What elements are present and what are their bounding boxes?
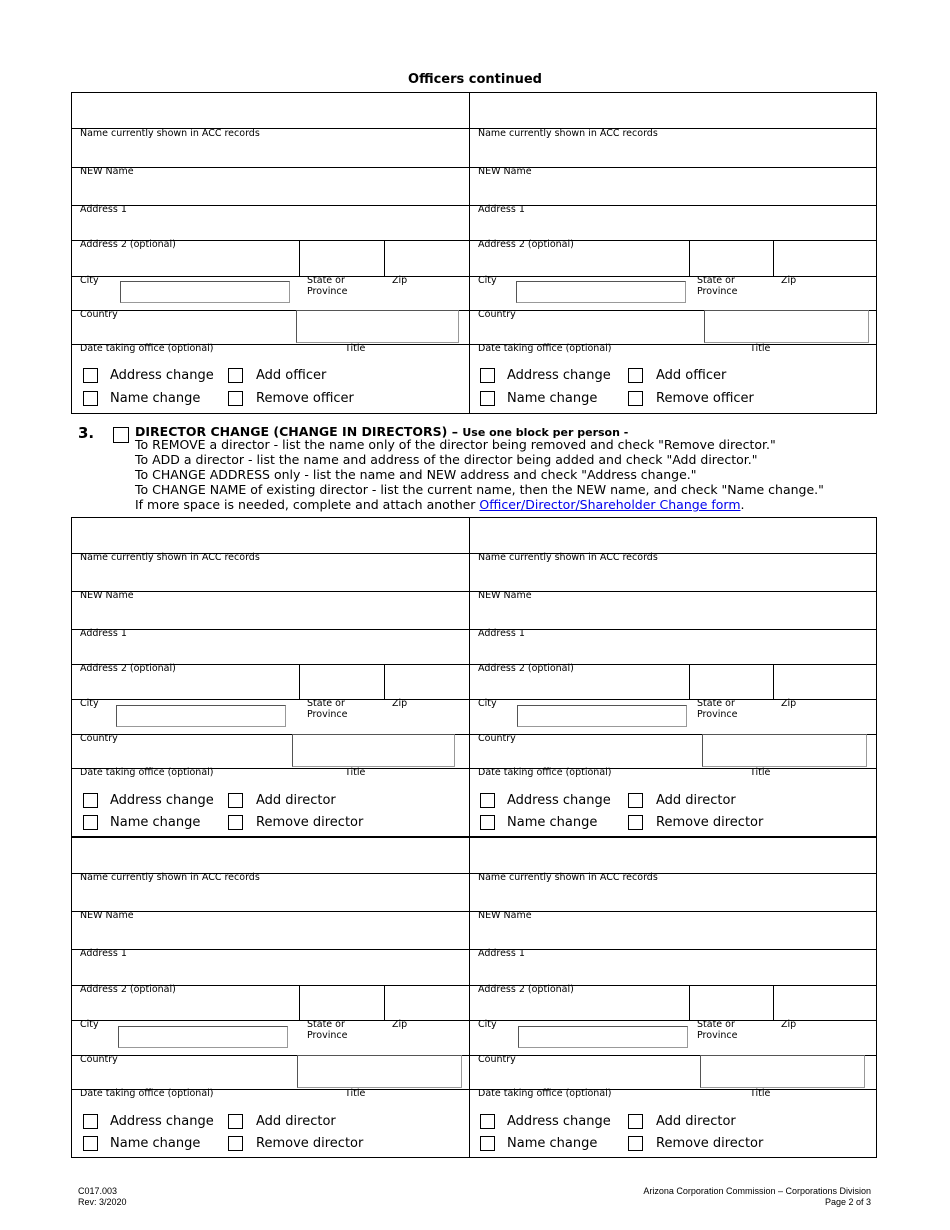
name-change-checkbox[interactable] — [83, 815, 98, 830]
country-input[interactable] — [296, 310, 459, 343]
remove-director-checkbox[interactable] — [228, 815, 243, 830]
country-input[interactable] — [297, 1055, 462, 1088]
page-number: Page 2 of 3 — [824, 1197, 871, 1207]
city-label: City — [80, 275, 99, 286]
state-label: Province — [307, 1030, 348, 1041]
name-change-checkbox[interactable] — [480, 815, 495, 830]
title-label: Title — [750, 767, 771, 778]
zip-label: Zip — [392, 275, 408, 286]
page-title: Officers continued — [408, 72, 542, 87]
new-name-label: NEW Name — [478, 166, 532, 177]
country-input[interactable] — [292, 734, 455, 767]
country-label: Country — [80, 1054, 118, 1065]
address2-label: Address 2 (optional) — [80, 663, 176, 674]
remove-director-label: Remove director — [256, 815, 364, 830]
name-change-checkbox[interactable] — [83, 391, 98, 406]
country-label: Country — [80, 309, 118, 320]
city-label: City — [80, 698, 99, 709]
row-divider — [72, 629, 876, 630]
address-change-checkbox[interactable] — [83, 368, 98, 383]
add-officer-label: Add officer — [256, 368, 327, 383]
country-input[interactable] — [702, 734, 867, 767]
name-change-checkbox[interactable] — [480, 391, 495, 406]
cell-divider — [299, 664, 300, 699]
country-label: Country — [478, 733, 516, 744]
zip-label: Zip — [392, 1019, 408, 1030]
country-input[interactable] — [704, 310, 869, 343]
address1-label: Address 1 — [478, 204, 525, 215]
current-name-label: Name currently shown in ACC records — [80, 872, 260, 883]
address-change-checkbox[interactable] — [480, 793, 495, 808]
date-office-label: Date taking office (optional) — [80, 343, 214, 354]
date-office-label: Date taking office (optional) — [478, 343, 612, 354]
row-divider — [72, 1020, 876, 1021]
cell-divider — [384, 985, 385, 1020]
city-label: City — [478, 275, 497, 286]
add-director-label: Add director — [656, 1114, 736, 1129]
address1-label: Address 1 — [80, 204, 127, 215]
change-form-link[interactable]: Officer/Director/Shareholder Change form — [479, 497, 741, 512]
zip-label: Zip — [781, 1019, 797, 1030]
column-divider — [469, 93, 470, 413]
city-input[interactable] — [116, 705, 286, 727]
remove-officer-label: Remove officer — [656, 391, 754, 406]
form-code: C017.003 — [78, 1186, 118, 1196]
add-director-label: Add director — [656, 793, 736, 808]
country-label: Country — [478, 1054, 516, 1065]
city-label: City — [478, 1019, 497, 1030]
cell-divider — [299, 240, 300, 276]
current-name-label: Name currently shown in ACC records — [80, 128, 260, 139]
address1-label: Address 1 — [80, 628, 127, 639]
address-change-checkbox[interactable] — [83, 1114, 98, 1129]
zip-label: Zip — [392, 698, 408, 709]
remove-officer-label: Remove officer — [256, 391, 354, 406]
cell-divider — [689, 664, 690, 699]
address-change-label: Address change — [110, 1114, 214, 1129]
row-divider — [72, 167, 876, 168]
add-officer-checkbox[interactable] — [228, 368, 243, 383]
add-director-checkbox[interactable] — [628, 1114, 643, 1129]
address-change-label: Address change — [507, 793, 611, 808]
instruction-line: To REMOVE a director - list the name only of the director being removed and check "Remove director." — [135, 437, 776, 452]
row-divider — [72, 664, 876, 665]
add-director-checkbox[interactable] — [228, 793, 243, 808]
address-change-checkbox[interactable] — [480, 1114, 495, 1129]
address1-label: Address 1 — [80, 948, 127, 959]
add-director-label: Add director — [256, 1114, 336, 1129]
address2-label: Address 2 (optional) — [478, 663, 574, 674]
more-space-text: If more space is needed, complete and attach another — [135, 497, 480, 512]
address-change-checkbox[interactable] — [83, 793, 98, 808]
row-divider — [72, 911, 876, 912]
add-officer-label: Add officer — [656, 368, 727, 383]
address1-label: Address 1 — [478, 628, 525, 639]
name-change-label: Name change — [507, 815, 598, 830]
officers-table — [71, 92, 877, 414]
country-label: Country — [80, 733, 118, 744]
address2-label: Address 2 (optional) — [80, 984, 176, 995]
city-input[interactable] — [120, 281, 290, 303]
row-divider — [72, 985, 876, 986]
new-name-label: NEW Name — [80, 166, 134, 177]
remove-director-label: Remove director — [256, 1136, 364, 1151]
cell-divider — [299, 985, 300, 1020]
more-space-suffix: . — [740, 497, 745, 512]
add-director-checkbox[interactable] — [228, 1114, 243, 1129]
state-label: State or — [307, 275, 345, 286]
cell-divider — [384, 240, 385, 276]
title-label: Title — [345, 343, 366, 354]
row-divider — [72, 699, 876, 700]
state-label: Province — [697, 1030, 738, 1041]
instruction-line: To ADD a director - list the name and address of the director being added and check "Add director." — [135, 452, 758, 467]
state-label: State or — [697, 275, 735, 286]
state-label: Province — [307, 286, 348, 297]
title-label: Title — [345, 1088, 366, 1099]
address-change-checkbox[interactable] — [480, 368, 495, 383]
state-label: Province — [697, 709, 738, 720]
directors-table — [71, 517, 877, 1158]
add-director-label: Add director — [256, 793, 336, 808]
current-name-label: Name currently shown in ACC records — [80, 552, 260, 563]
section-subheading: Use one block per person - — [462, 426, 629, 439]
name-change-checkbox[interactable] — [480, 1136, 495, 1151]
remove-director-label: Remove director — [656, 815, 764, 830]
zip-label: Zip — [781, 698, 797, 709]
remove-director-checkbox[interactable] — [628, 1136, 643, 1151]
date-office-label: Date taking office (optional) — [478, 767, 612, 778]
row-divider — [72, 276, 876, 277]
current-name-label: Name currently shown in ACC records — [478, 872, 658, 883]
add-officer-checkbox[interactable] — [628, 368, 643, 383]
title-label: Title — [750, 1088, 771, 1099]
instruction-line: To CHANGE NAME of existing director - list the current name, then the NEW name, and check "Name change." — [135, 482, 824, 497]
city-label: City — [478, 698, 497, 709]
row-divider — [72, 591, 876, 592]
row-divider — [72, 205, 876, 206]
state-label: State or — [697, 1019, 735, 1030]
cell-divider — [384, 664, 385, 699]
state-label: State or — [307, 1019, 345, 1030]
row-divider — [72, 949, 876, 950]
remove-officer-checkbox[interactable] — [228, 391, 243, 406]
address-change-label: Address change — [507, 368, 611, 383]
address2-label: Address 2 (optional) — [478, 984, 574, 995]
address-change-label: Address change — [110, 368, 214, 383]
cell-divider — [773, 240, 774, 276]
country-label: Country — [478, 309, 516, 320]
agency-name: Arizona Corporation Commission – Corporations Division — [643, 1186, 871, 1196]
section-heading-text: DIRECTOR CHANGE (CHANGE IN DIRECTORS) – — [135, 424, 458, 439]
date-office-label: Date taking office (optional) — [478, 1088, 612, 1099]
address2-label: Address 2 (optional) — [80, 239, 176, 250]
cell-divider — [689, 240, 690, 276]
current-name-label: Name currently shown in ACC records — [478, 128, 658, 139]
block-divider — [72, 836, 876, 838]
title-label: Title — [345, 767, 366, 778]
name-change-label: Name change — [507, 1136, 598, 1151]
address-change-label: Address change — [507, 1114, 611, 1129]
date-office-label: Date taking office (optional) — [80, 1088, 214, 1099]
name-change-label: Name change — [110, 391, 201, 406]
new-name-label: NEW Name — [80, 910, 134, 921]
remove-officer-checkbox[interactable] — [628, 391, 643, 406]
remove-director-label: Remove director — [656, 1136, 764, 1151]
row-divider — [72, 240, 876, 241]
state-label: Province — [307, 709, 348, 720]
name-change-label: Name change — [110, 815, 201, 830]
add-director-checkbox[interactable] — [628, 793, 643, 808]
cell-divider — [689, 985, 690, 1020]
state-label: State or — [697, 698, 735, 709]
name-change-checkbox[interactable] — [83, 1136, 98, 1151]
city-input[interactable] — [118, 1026, 288, 1048]
city-label: City — [80, 1019, 99, 1030]
country-input[interactable] — [700, 1055, 865, 1088]
city-input[interactable] — [518, 1026, 688, 1048]
section-number: 3. — [78, 424, 95, 442]
new-name-label: NEW Name — [478, 590, 532, 601]
director-change-checkbox[interactable] — [113, 427, 129, 443]
current-name-label: Name currently shown in ACC records — [478, 552, 658, 563]
name-change-label: Name change — [110, 1136, 201, 1151]
title-label: Title — [750, 343, 771, 354]
state-label: State or — [307, 698, 345, 709]
state-label: Province — [697, 286, 738, 297]
address1-label: Address 1 — [478, 948, 525, 959]
date-office-label: Date taking office (optional) — [80, 767, 214, 778]
city-input[interactable] — [516, 281, 686, 303]
new-name-label: NEW Name — [478, 910, 532, 921]
address2-label: Address 2 (optional) — [478, 239, 574, 250]
remove-director-checkbox[interactable] — [628, 815, 643, 830]
instruction-line: To CHANGE ADDRESS only - list the name and NEW address and check "Address change." — [135, 467, 697, 482]
zip-label: Zip — [781, 275, 797, 286]
cell-divider — [773, 664, 774, 699]
remove-director-checkbox[interactable] — [228, 1136, 243, 1151]
address-change-label: Address change — [110, 793, 214, 808]
revision-date: Rev: 3/2020 — [78, 1197, 127, 1207]
cell-divider — [773, 985, 774, 1020]
instruction-line — [135, 497, 745, 512]
city-input[interactable] — [517, 705, 687, 727]
new-name-label: NEW Name — [80, 590, 134, 601]
name-change-label: Name change — [507, 391, 598, 406]
